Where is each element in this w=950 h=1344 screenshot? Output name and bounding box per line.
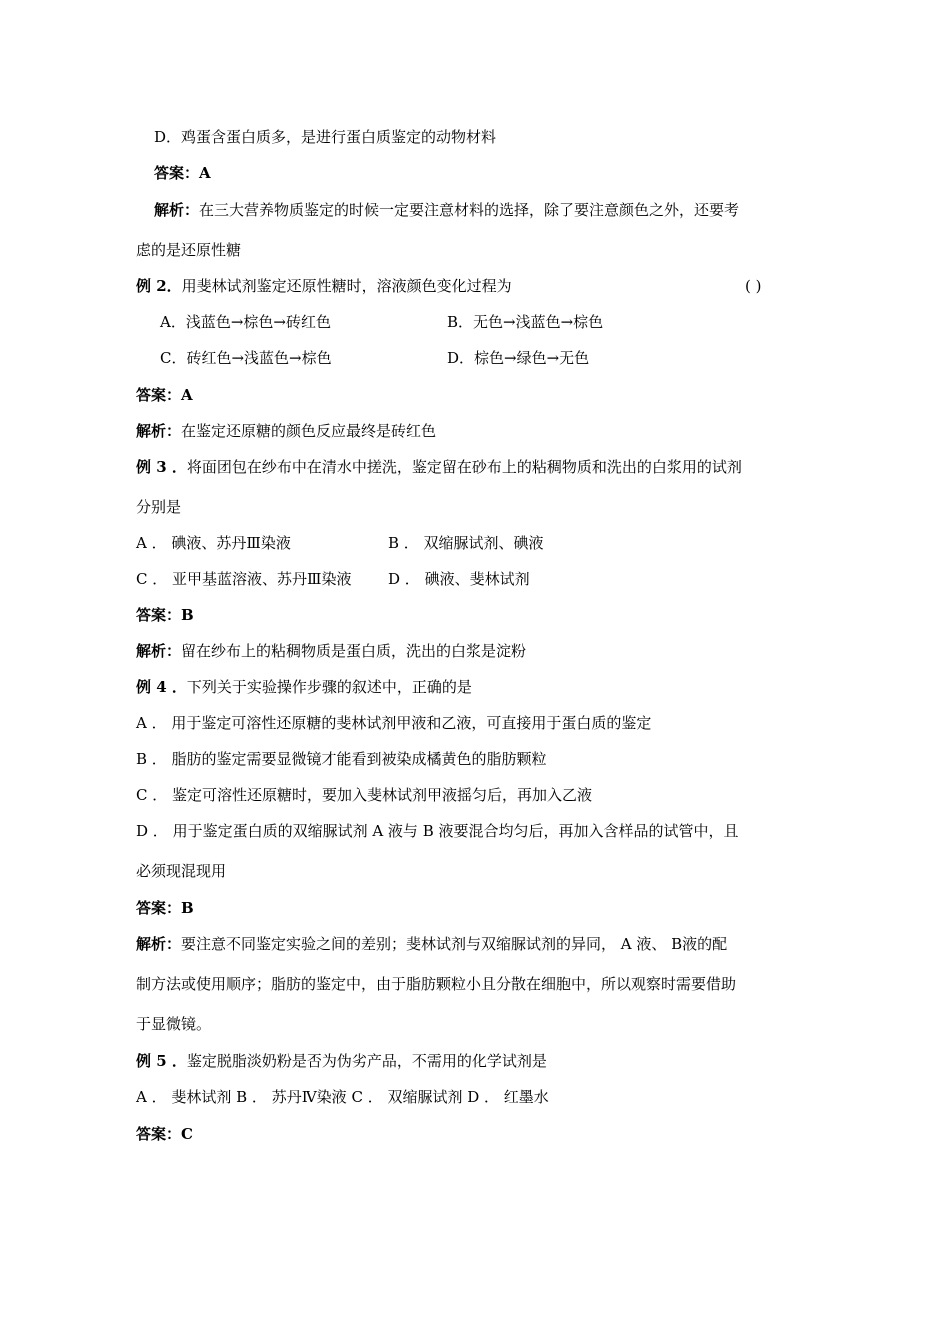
ex2-option-a: A．浅蓝色→棕色→砖红色 xyxy=(160,313,331,331)
analysis-label: 解析： xyxy=(136,642,182,660)
ex2-option-d: D．棕色→绿色→无色 xyxy=(447,349,590,367)
answer-label: 答案： xyxy=(136,899,182,917)
example-label: 例 3 ． xyxy=(136,458,187,476)
answer-label: 答案： xyxy=(136,606,182,624)
ex3-answer xyxy=(136,605,194,625)
answer-label: 答案： xyxy=(154,164,200,182)
ex3-option-c: C ． 亚甲基蓝溶液、苏丹Ⅲ染液 xyxy=(136,570,352,588)
ex2-stem xyxy=(136,276,512,296)
ex4-analysis-line3: 于显微镜。 xyxy=(136,1015,212,1033)
example-label: 例 2． xyxy=(136,277,182,295)
ex1-option-d: D．鸡蛋含蛋白质多，是进行蛋白质鉴定的动物材料 xyxy=(154,128,497,146)
question-stem: 下列关于实验操作步骤的叙述中，正确的是 xyxy=(186,678,472,696)
ex3-stem-line1 xyxy=(136,457,742,477)
ex4-option-d-line2: 必须现混现用 xyxy=(136,862,227,880)
ex3-stem-line2: 分别是 xyxy=(136,498,182,516)
ex5-answer xyxy=(136,1124,193,1144)
example-label: 例 5 ． xyxy=(136,1052,187,1070)
analysis-label: 解析： xyxy=(154,201,200,219)
answer-value: B xyxy=(181,606,194,624)
ex3-option-d: D ． 碘液、斐林试剂 xyxy=(388,570,530,588)
ex3-option-a: A ． 碘液、苏丹Ⅲ染液 xyxy=(136,534,291,552)
ex1-analysis-line2: 虑的是还原性糖 xyxy=(136,241,242,259)
analysis-text: 在三大营养物质鉴定的时候一定要注意材料的选择，除了要注意颜色之外，还要考 xyxy=(199,201,740,219)
ex2-option-c: C．砖红色→浅蓝色→棕色 xyxy=(160,349,332,367)
question-stem: 鉴定脱脂淡奶粉是否为伪劣产品，不需用的化学试剂是 xyxy=(186,1052,547,1070)
analysis-text: 留在纱布上的粘稠物质是蛋白质，洗出的白浆是淀粉 xyxy=(181,642,527,660)
ex4-option-b: B ． 脂肪的鉴定需要显微镜才能看到被染成橘黄色的脂肪颗粒 xyxy=(136,750,547,768)
ex2-answer xyxy=(136,385,193,405)
ex2-analysis xyxy=(136,421,436,441)
analysis-text: 在鉴定还原糖的颜色反应最终是砖红色 xyxy=(181,422,437,440)
question-stem: 用斐林试剂鉴定还原性糖时，溶液颜色变化过程为 xyxy=(181,277,512,295)
analysis-label: 解析： xyxy=(136,422,182,440)
ex2-answer-paren: ( ) xyxy=(745,277,762,295)
question-stem: 将面团包在纱布中在清水中搓洗，鉴定留在砂布上的粘稠物质和洗出的白浆用的试剂 xyxy=(186,458,742,476)
answer-label: 答案： xyxy=(136,1125,182,1143)
ex4-analysis-line1 xyxy=(136,934,727,954)
answer-value: A xyxy=(199,164,211,182)
ex1-answer xyxy=(154,163,211,183)
ex4-option-a: A ． 用于鉴定可溶性还原糖的斐林试剂甲液和乙液，可直接用于蛋白质的鉴定 xyxy=(136,714,652,732)
analysis-label: 解析： xyxy=(136,935,182,953)
analysis-text: 要注意不同鉴定实验之间的差别；斐林试剂与双缩脲试剂的异同， A 液、 B液的配 xyxy=(181,935,728,953)
ex3-analysis xyxy=(136,641,526,661)
ex4-analysis-line2: 制方法或使用顺序；脂肪的鉴定中，由于脂肪颗粒小且分散在细胞中，所以观察时需要借助 xyxy=(136,975,737,993)
ex1-analysis-line1 xyxy=(154,200,739,220)
example-label: 例 4 ． xyxy=(136,678,187,696)
answer-label: 答案： xyxy=(136,386,182,404)
answer-value: C xyxy=(181,1125,193,1143)
ex4-option-d-line1: D ． 用于鉴定蛋白质的双缩脲试剂 A 液与 B 液要混合均匀后，再加入含样品的试管中，且 xyxy=(136,822,739,840)
ex2-option-b: B．无色→浅蓝色→棕色 xyxy=(447,313,604,331)
ex4-option-c: C ． 鉴定可溶性还原糖时，要加入斐林试剂甲液摇匀后，再加入乙液 xyxy=(136,786,593,804)
ex4-answer xyxy=(136,898,194,918)
ex4-stem xyxy=(136,677,472,697)
ex3-option-b: B ． 双缩脲试剂、碘液 xyxy=(388,534,544,552)
answer-value: A xyxy=(181,386,193,404)
ex5-options: A ． 斐林试剂 B ． 苏丹Ⅳ染液 C ． 双缩脲试剂 D ． 红墨水 xyxy=(136,1088,549,1106)
ex5-stem xyxy=(136,1051,547,1071)
answer-value: B xyxy=(181,899,194,917)
